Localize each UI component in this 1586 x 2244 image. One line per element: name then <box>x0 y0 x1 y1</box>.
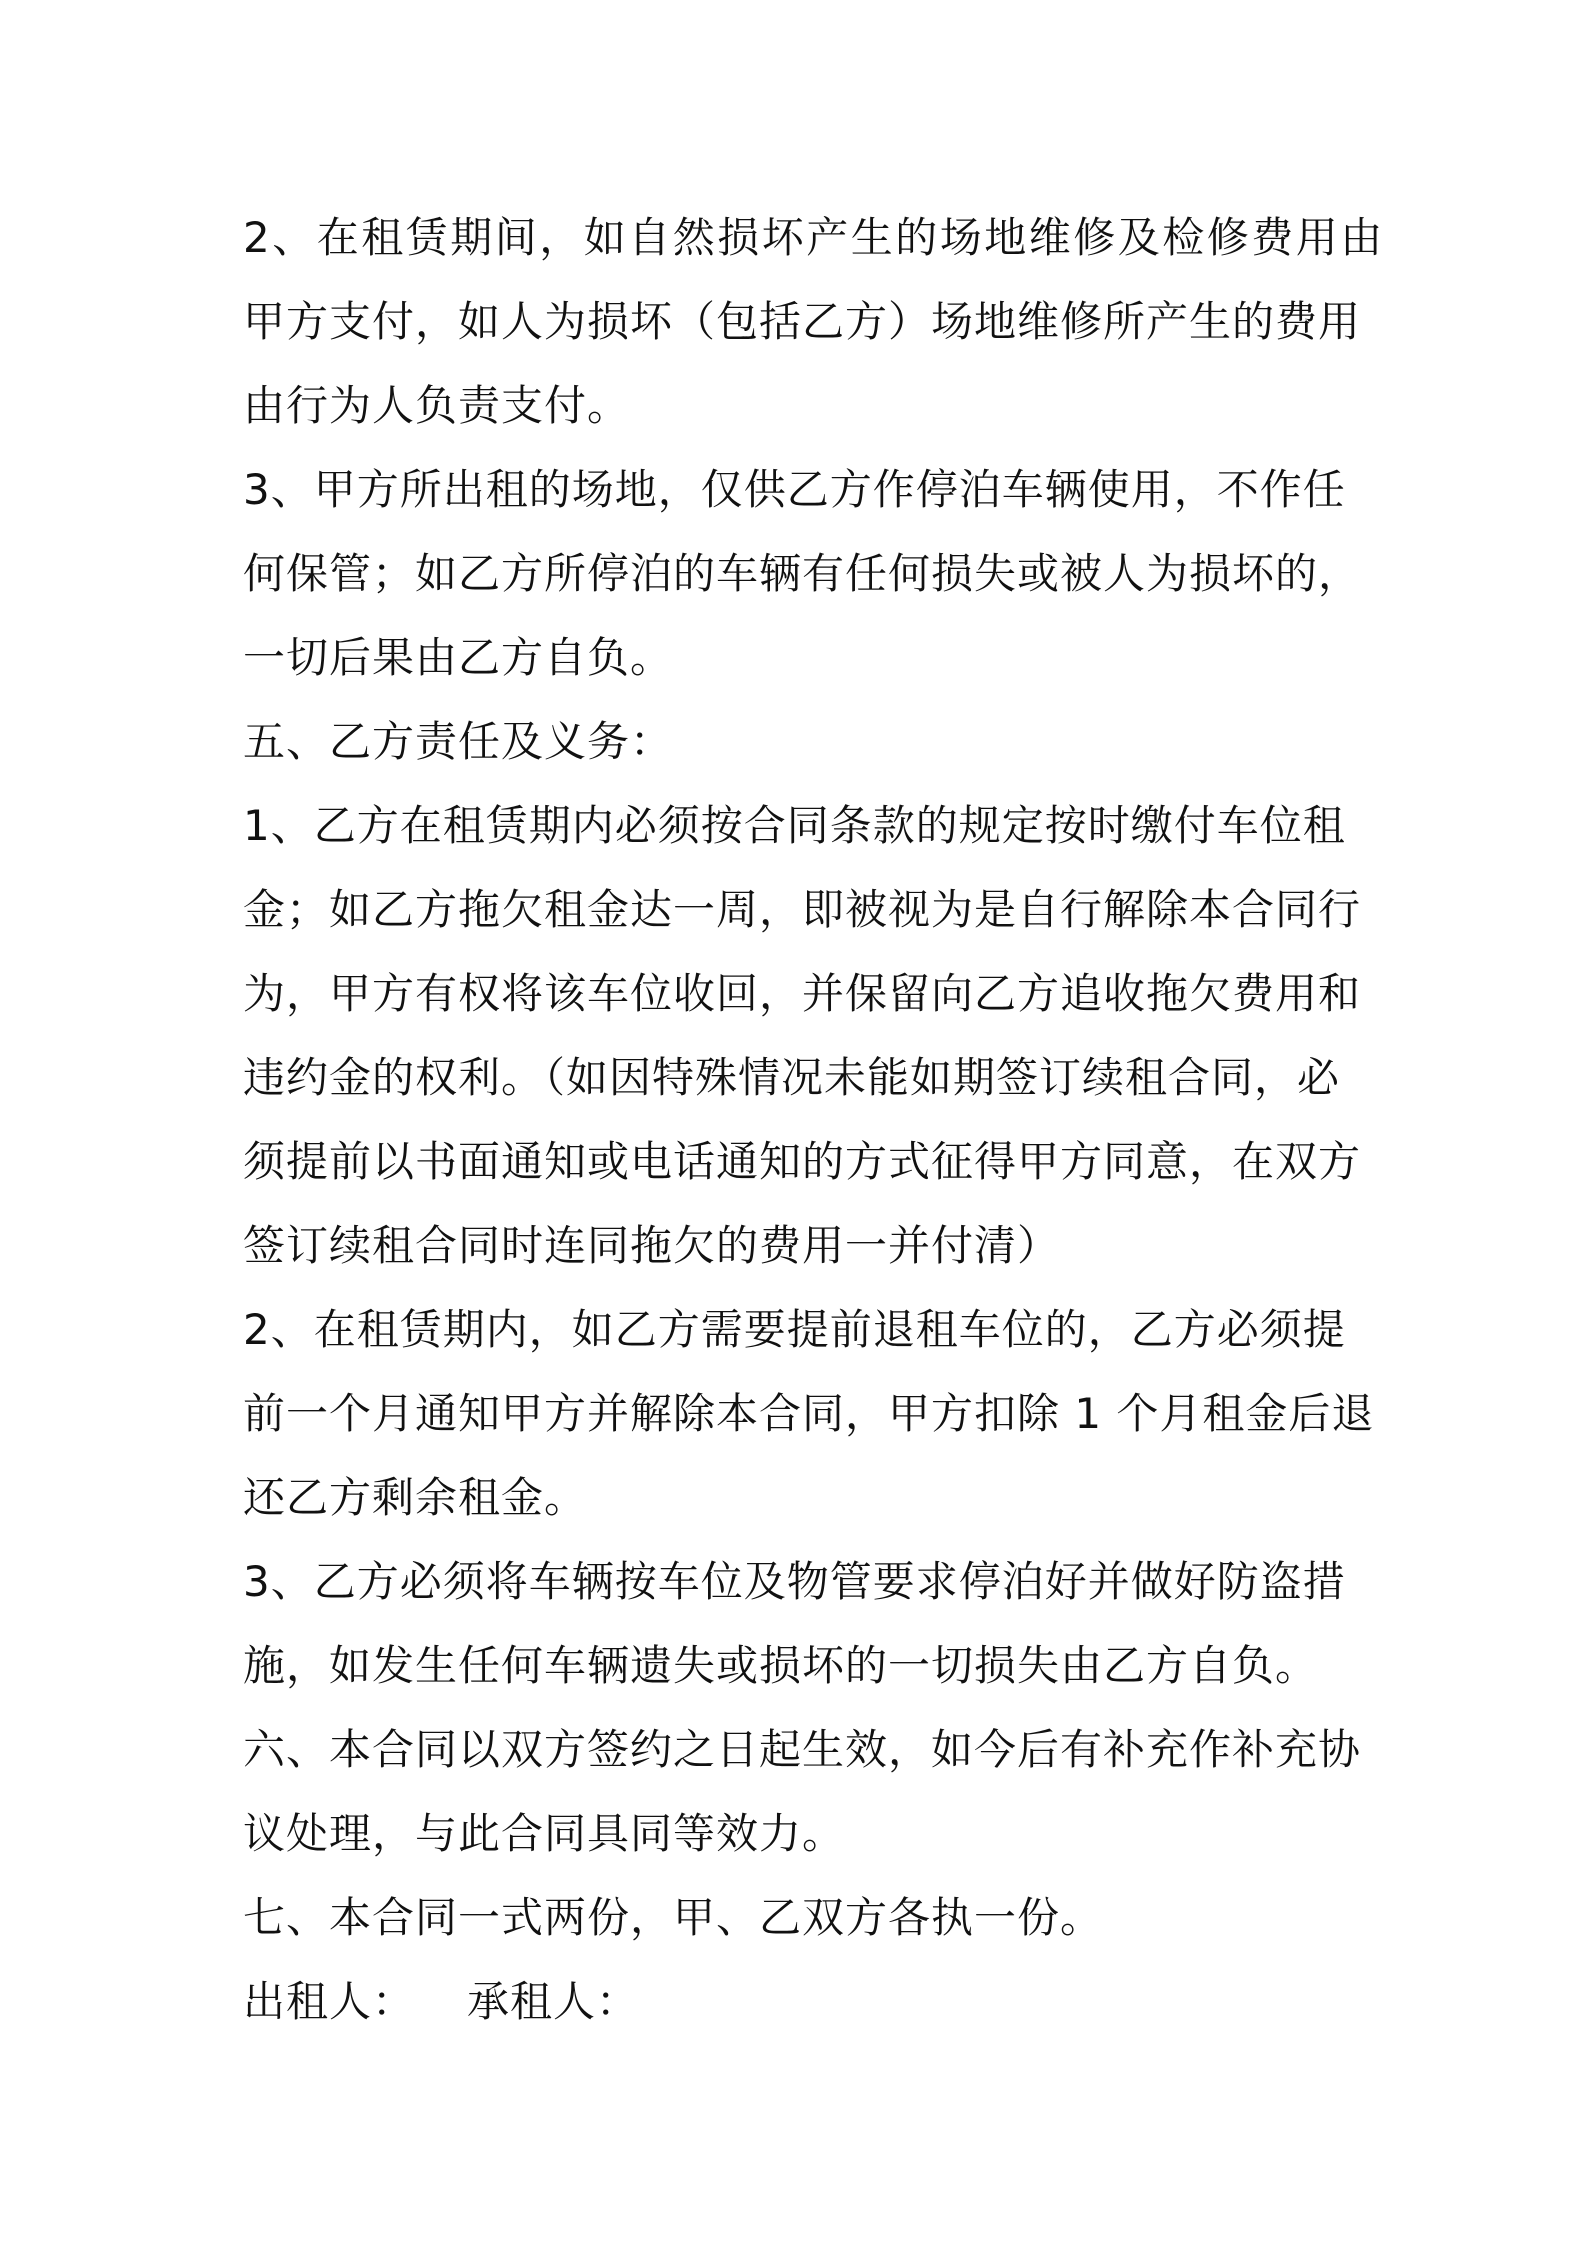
clause-4-3-line-3: 一切后果由乙方自负。 <box>243 633 674 682</box>
clause-5-3-line-1: 3、乙方必须将车辆按车位及物管要求停泊好并做好防盗措 <box>243 1557 1346 1606</box>
section-6-line-1: 六、本合同以双方签约之日起生效，如今后有补充作补充协 <box>243 1725 1362 1774</box>
clause-5-2-line-3: 还乙方剩余租金。 <box>243 1473 588 1522</box>
clause-4-2-line-1: 2、在租赁期间，如自然损坏产生的场地维修及检修费用由 <box>243 213 1385 262</box>
clause-5-3-line-2: 施，如发生任何车辆遗失或损坏的一切损失由乙方自负。 <box>243 1641 1319 1690</box>
section-7-line-1: 七、本合同一式两份，甲、乙双方各执一份。 <box>243 1893 1104 1942</box>
clause-4-2-line-2: 甲方支付，如人为损坏（包括乙方）场地维修所产生的费用 <box>243 297 1362 346</box>
clause-5-2-line-1: 2、在租赁期内，如乙方需要提前退租车位的，乙方必须提 <box>243 1305 1346 1354</box>
clause-5-1-line-3: 为，甲方有权将该车位收回，并保留向乙方追收拖欠费用和 <box>243 969 1362 1018</box>
clause-5-1-line-6: 签订续租合同时连同拖欠的费用一并付清） <box>243 1221 1061 1270</box>
clause-4-3-line-2: 何保管；如乙方所停泊的车辆有任何损失或被人为损坏的， <box>243 549 1362 598</box>
clause-5-1-line-4: 违约金的权利。（如因特殊情况未能如期签订续租合同，必 <box>243 1053 1341 1102</box>
clause-5-1-line-1: 1、乙方在租赁期内必须按合同条款的规定按时缴付车位租 <box>243 801 1346 850</box>
section-6-line-2: 议处理，与此合同具同等效力。 <box>243 1809 846 1858</box>
clause-5-1-line-5: 须提前以书面通知或电话通知的方式征得甲方同意，在双方 <box>243 1137 1362 1186</box>
clause-5-1-line-2: 金；如乙方拖欠租金达一周，即被视为是自行解除本合同行 <box>243 885 1362 934</box>
clause-4-2-line-3: 由行为人负责支付。 <box>243 381 631 430</box>
section-5-heading: 五、乙方责任及义务： <box>243 717 674 766</box>
lessor-label: 出租人： <box>243 1977 416 2026</box>
signature-line <box>243 1960 1363 2044</box>
lessee-label: 承租人： <box>467 1977 640 2026</box>
clause-5-2-line-2: 前一个月通知甲方并解除本合同，甲方扣除 1 个月租金后退 <box>243 1389 1375 1438</box>
clause-4-3-line-1: 3、甲方所出租的场地，仅供乙方作停泊车辆使用，不作任 <box>243 465 1346 514</box>
contract-page <box>243 196 1385 2044</box>
